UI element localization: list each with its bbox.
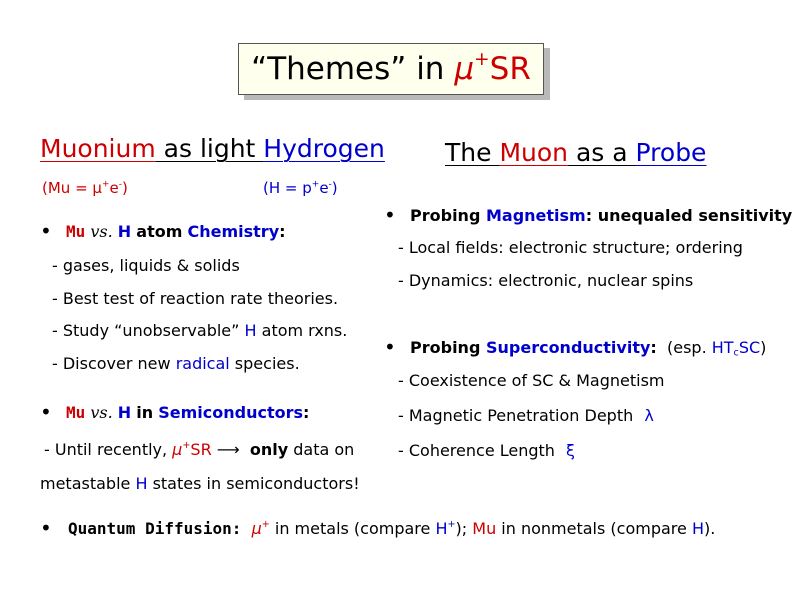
qd-hplus: + — [447, 518, 456, 530]
h-def-d: - — [328, 179, 332, 190]
bullet-probing-magnetism — [410, 206, 792, 225]
qd-in-metals: in metals (compare — [269, 519, 436, 538]
b2-mu: Mu — [66, 403, 86, 422]
r1-rest: : unequaled sensitivity — [585, 206, 793, 225]
title-plus: + — [474, 49, 490, 71]
heading-the: The — [445, 138, 500, 167]
sub-study-pre: - Study “unobservable” — [52, 321, 245, 340]
r2-c: c — [733, 347, 739, 359]
sub-coherence — [398, 441, 575, 460]
heading-as-a: as a — [568, 138, 636, 167]
sub-penetration — [398, 406, 654, 425]
mu-def-b: + — [101, 179, 110, 190]
bullet-quantum-diffusion — [68, 519, 715, 538]
left-heading — [40, 134, 385, 163]
h-def-c: e — [319, 179, 329, 197]
sub-discover-radical: radical — [175, 354, 230, 373]
b1-vs: vs. — [90, 222, 113, 241]
lambda-symbol: λ — [644, 406, 654, 425]
b1-mu: Mu — [66, 222, 86, 241]
b1-atom: atom — [136, 222, 183, 241]
b1-h: H — [117, 222, 132, 241]
b1-chem: Chemistry — [187, 222, 280, 241]
heading-probe: Probe — [635, 138, 707, 167]
r2-scabbr: SC — [738, 338, 761, 357]
title-themes: “Themes” — [251, 51, 407, 87]
r2-probing: Probing — [410, 338, 486, 357]
qd-h2: H — [691, 519, 704, 538]
sub-coherence-text: - Coherence Length — [398, 441, 561, 460]
b1-colon: : — [279, 222, 286, 241]
r1-probing: Probing — [410, 206, 486, 225]
until-a: - Until recently, — [44, 440, 173, 459]
qd-mu: μ — [251, 519, 262, 538]
until-rest: data on — [288, 440, 355, 459]
sub-dynamics-text: - Dynamics: electronic, nuclear spins — [398, 271, 694, 290]
sub-gases — [52, 256, 240, 275]
sub-study-h: H — [244, 321, 257, 340]
r2-ht: HT — [711, 338, 734, 357]
h-def-e: ) — [331, 179, 338, 197]
qd-in-non: in nonmetals (compare — [496, 519, 692, 538]
right-heading — [445, 138, 706, 167]
sub-penetration-text: - Magnetic Penetration Depth — [398, 406, 639, 425]
sub-best-test-text: - Best test of reaction rate theories. — [52, 289, 339, 308]
metastable-h: H — [135, 474, 148, 493]
sub-local-fields — [398, 238, 743, 257]
qd-h: H — [435, 519, 448, 538]
b2-h: H — [117, 403, 132, 422]
metastable-b: states in semiconductors! — [147, 474, 360, 493]
r2-close: ) — [760, 338, 767, 357]
bullet-icon — [40, 516, 52, 540]
sub-gases-text: - gases, liquids & solids — [52, 256, 240, 275]
until-sr: SR — [190, 440, 217, 459]
bullet-icon — [40, 400, 52, 424]
bullet-glyph-1: • — [40, 219, 52, 243]
sub-discover-post: species. — [229, 354, 300, 373]
xi-symbol: ξ — [566, 441, 575, 460]
heading-muonium: Muonium — [40, 134, 156, 163]
slide-title — [238, 43, 544, 95]
mu-def-d: - — [118, 179, 122, 190]
mu-def-a: (Mu = μ — [42, 179, 102, 197]
sub-dynamics — [398, 271, 693, 290]
sub-study — [52, 321, 347, 340]
sub-coexistence — [398, 371, 665, 390]
until-recently — [44, 440, 354, 459]
b2-colon: : — [303, 403, 310, 422]
title-in: in — [406, 51, 455, 87]
qd-label: Quantum Diffusion: — [68, 519, 242, 538]
metastable-line — [40, 474, 360, 493]
bullet-glyph-5: • — [40, 516, 52, 540]
bullet-glyph-4: • — [384, 335, 396, 359]
heading-muon: Muon — [499, 138, 569, 167]
until-mu: μ — [172, 440, 183, 459]
arrow-icon: ⟶ — [216, 440, 240, 459]
bullet-mu-vs-h-semiconductors — [66, 403, 309, 422]
metastable-a: metastable — [40, 474, 136, 493]
heading-hydrogen: Hydrogen — [263, 134, 385, 163]
qd-plus: + — [261, 518, 270, 530]
b2-vs: vs. — [90, 403, 113, 422]
bullet-probing-superconductivity — [410, 338, 766, 357]
mu-def-e: ) — [121, 179, 128, 197]
sub-best-test — [52, 289, 338, 308]
title-mu: μ — [454, 51, 475, 87]
sub-study-post: atom rxns. — [256, 321, 348, 340]
bullet-icon — [384, 203, 396, 227]
b2-in: in — [136, 403, 154, 422]
mu-definition — [42, 179, 128, 197]
bullet-mu-vs-h-chemistry — [66, 222, 286, 241]
qd-mu2: Mu — [472, 519, 497, 538]
until-only: only — [249, 440, 289, 459]
r2-sc: Superconductivity — [485, 338, 651, 357]
mu-def-c: e — [109, 179, 119, 197]
sub-local-fields-text: - Local fields: electronic structure; ordering — [398, 238, 743, 257]
h-definition — [263, 179, 338, 197]
bullet-icon — [384, 335, 396, 359]
qd-close1: ); — [455, 519, 473, 538]
r2-colon: : — [650, 338, 657, 357]
qd-close2: ). — [703, 519, 716, 538]
bullet-icon — [40, 219, 52, 243]
bullet-glyph-2: • — [40, 400, 52, 424]
until-plus: + — [182, 439, 191, 451]
sub-coexistence-text: - Coexistence of SC & Magnetism — [398, 371, 665, 390]
heading-as-light: as light — [155, 134, 264, 163]
r2-esp: (esp. — [666, 338, 712, 357]
h-def-b: + — [311, 179, 320, 190]
r1-mag: Magnetism — [485, 206, 586, 225]
bullet-glyph-3: • — [384, 203, 396, 227]
sub-discover — [52, 354, 300, 373]
b2-semi: Semiconductors — [158, 403, 304, 422]
title-sr: SR — [489, 51, 531, 87]
sub-discover-pre: - Discover new — [52, 354, 176, 373]
h-def-a: (H = p — [263, 179, 312, 197]
